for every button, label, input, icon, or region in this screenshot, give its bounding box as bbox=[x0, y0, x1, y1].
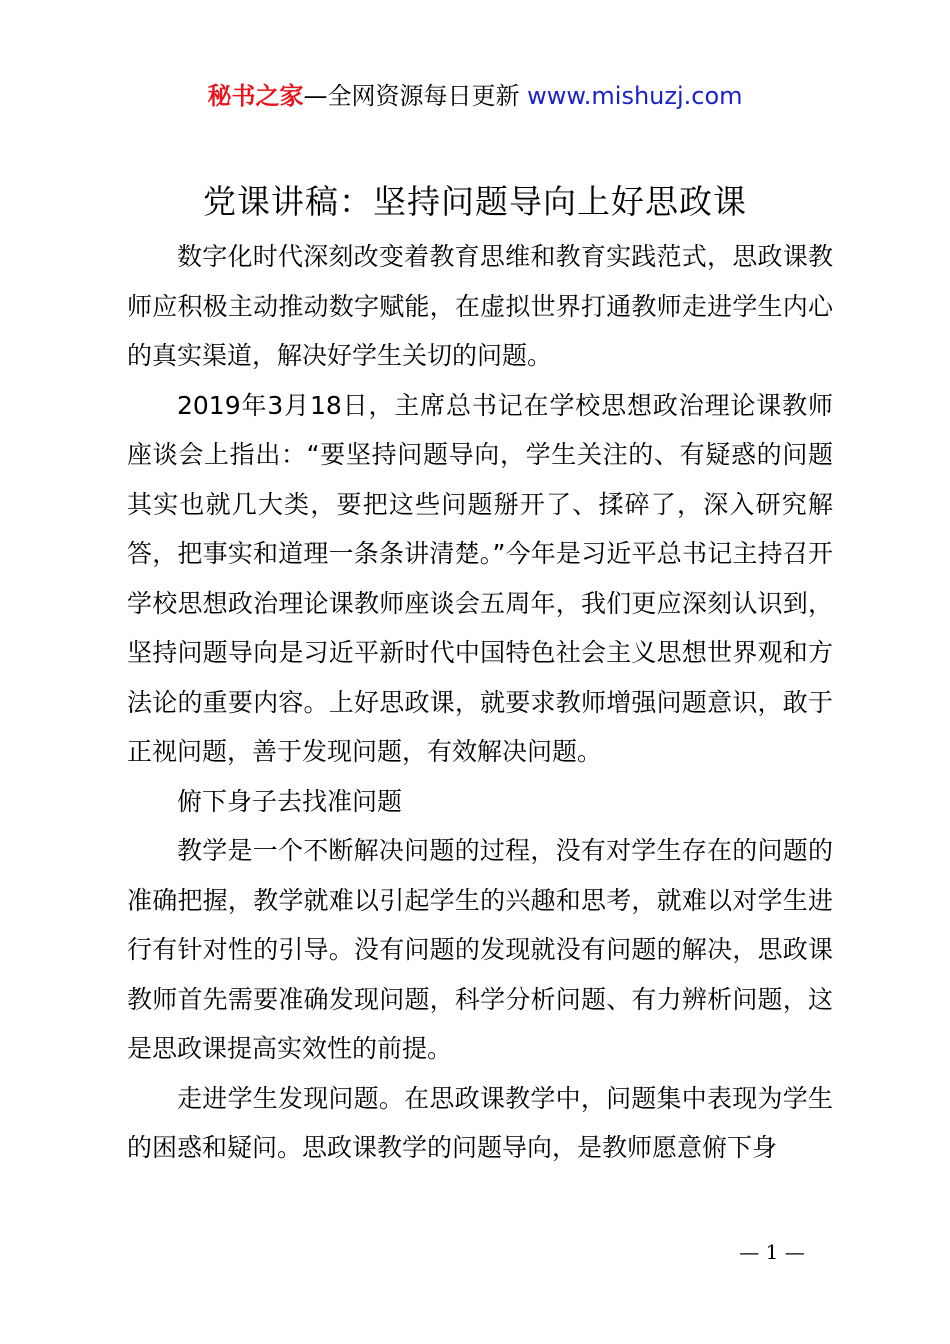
paragraph: 教学是一个不断解决问题的过程，没有对学生存在的问题的准确把握，教学就难以引起学生的兴趣和思考，就难以对学生进行有针对性的引导。没有问题的发现就没有问题的解决，思政课教师首先需要准确发现问题，科学分析问题、有力辨析问题，这是思政课提高实效性的前提。 bbox=[127, 836, 833, 1063]
section-heading: 俯下身子去找准问题 bbox=[177, 786, 403, 816]
paragraph: 走进学生发现问题。在思政课教学中，问题集中表现为学生的困惑和疑问。思政课教学的问题导向，是教师愿意俯下身 bbox=[127, 1083, 833, 1162]
site-tagline: —全网资源每日更新 bbox=[303, 82, 528, 110]
paragraph: 2019年3月18日，主席总书记在学校思想政治理论课教师座谈会上指出：“要坚持问题导向，学生关注的、有疑惑的问题其实也就几大类，要把这些问题掰开了、揉碎了，深入研究解答，把事实和道理一条条讲清楚。”今年是习近平总书记主持召开学校思想政治理论课教师座谈会五周年，我们更应深刻认识到，坚持问题导向是习近平新时代中国特色社会主义思想世界观和方法论的重要内容。上好思政课，就要求教师增强问题意识，敢于正视问题，善于发现问题，有效解决问题。 bbox=[127, 390, 833, 766]
site-header bbox=[0, 80, 950, 112]
site-name: 秘书之家 bbox=[207, 82, 304, 110]
document-body bbox=[127, 232, 833, 1173]
paragraph: 数字化时代深刻改变着教育思维和教育实践范式，思政课教师应积极主动推动数字赋能，在虚拟世界打通教师走进学生内心的真实渠道，解决好学生关切的问题。 bbox=[127, 242, 833, 370]
document-title: 党课讲稿：坚持问题导向上好思政课 bbox=[203, 182, 747, 221]
site-url-link[interactable]: www.mishuzj.com bbox=[527, 82, 743, 110]
page-number: — 1 — bbox=[739, 1240, 805, 1264]
